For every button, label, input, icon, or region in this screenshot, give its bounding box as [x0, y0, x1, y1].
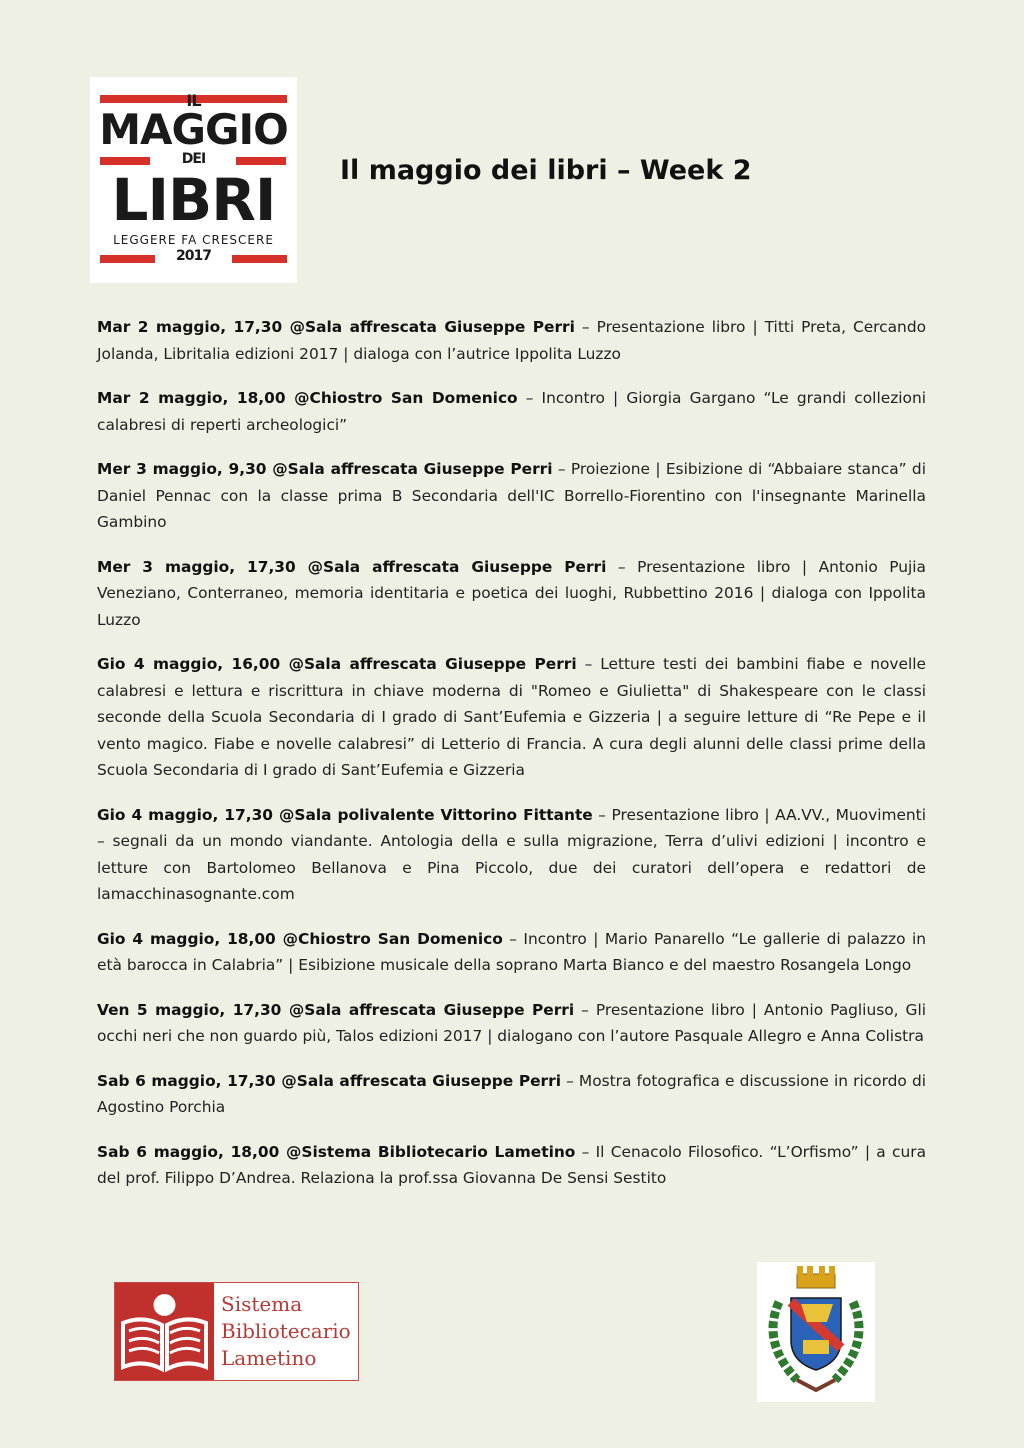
- event-body: – Letture testi dei bambini fiabe e novelle calabresi e lettura e riscrittura in chiave moderna di "Romeo e Giulietta" di Shakespeare con le classi seconde della Scuola Secondaria di I grado di Sant’Eufemia e Gizzeria | a seguire letture di “Re Pepe e il vento magico. Fiabe e novelle calabresi” di Letterio di Francia. A cura degli alunni delle classi prime della Scuola Secondaria di I grado di Sant’Eufemia e Gizzeria: [97, 655, 926, 779]
- page-title: Il maggio dei libri – Week 2: [340, 155, 752, 186]
- logo-dei: DEI: [181, 151, 206, 167]
- event-item: [97, 385, 926, 438]
- event-body: – Il Cenacolo Filosofico. “L’Orfismo” | a cura del prof. Filippo D’Andrea. Relaziona la prof.ssa Giovanna De Sensi Sestito: [97, 1142, 926, 1187]
- event-head: Sab 6 maggio, 18,00 @Sistema Bibliotecario Lametino: [97, 1142, 576, 1161]
- event-head: Mar 2 maggio, 17,30 @Sala affrescata Giuseppe Perri: [97, 318, 575, 336]
- crest-icon: [757, 1262, 875, 1402]
- event-item: [97, 1068, 926, 1121]
- logo-libri: LIBRI: [111, 166, 276, 234]
- event-head: Mar 2 maggio, 18,00 @Chiostro San Domenico: [97, 389, 518, 407]
- event-item: [97, 802, 926, 908]
- logo-il: IL: [186, 91, 201, 110]
- event-item: [97, 997, 926, 1050]
- logo-slogan: LEGGERE FA CRESCERE: [113, 233, 274, 247]
- event-head: Mer 3 maggio, 17,30 @Sala affrescata Giuseppe Perri: [97, 557, 607, 576]
- event-head: Mer 3 maggio, 9,30 @Sala affrescata Giuseppe Perri: [97, 460, 553, 478]
- sbl-logo-text: [221, 1291, 351, 1372]
- event-body: – Presentazione libro | Antonio Pagliuso, Gli occhi neri che non guardo più, Talos edizioni 2017 | dialogano con l’autore Pasquale Allegro e Anna Colistra: [97, 1000, 926, 1045]
- maggio-dei-libri-logo: [90, 77, 297, 283]
- events-list: [97, 314, 926, 1210]
- event-head: Gio 4 maggio, 18,00 @Chiostro San Domenico: [97, 929, 503, 948]
- open-book-icon: [115, 1283, 214, 1380]
- logo-year: 2017: [176, 248, 211, 264]
- sbl-line-3: Lametino: [221, 1346, 317, 1370]
- event-item: [97, 554, 926, 634]
- sbl-line-1: Sistema: [221, 1292, 303, 1316]
- sistema-bibliotecario-logo: [114, 1282, 359, 1381]
- event-body: – Incontro | Giorgia Gargano “Le grandi collezioni calabresi di reperti archeologici”: [97, 389, 926, 434]
- event-item: [97, 651, 926, 784]
- municipal-crest: [757, 1262, 875, 1402]
- event-body: – Incontro | Mario Panarello “Le gallerie di palazzo in età barocca in Calabria” | Esibizione musicale della soprano Marta Bianco e del maestro Rosangela Longo: [97, 929, 927, 974]
- event-body: – Presentazione libro | Antonio Pujia Veneziano, Conterraneo, memoria identitaria e poetica dei luoghi, Rubbettino 2016 | dialoga con Ippolita Luzzo: [97, 557, 926, 629]
- event-body: – Mostra fotografica e discussione in ricordo di Agostino Porchia: [97, 1071, 926, 1116]
- event-item: [97, 926, 926, 979]
- event-body: – Presentazione libro | AA.VV., Muovimenti – segnali da un mondo viandante. Antologia della e sulla migrazione, Terra d’ulivi edizioni | incontro e letture con Bartolomeo Bellanova e Pina Piccolo, due dei curatori dell’opera e redattori de lamacchinasognante.com: [97, 805, 926, 903]
- event-head: Sab 6 maggio, 17,30 @Sala affrescata Giuseppe Perri: [97, 1071, 561, 1090]
- event-item: [97, 314, 926, 367]
- logo-maggio: MAGGIO: [99, 105, 288, 154]
- event-body: – Proiezione | Esibizione di “Abbaiare stanca” di Daniel Pennac con la classe prima B Secondaria dell'IC Borrello-Fiorentino con l'insegnante Marinella Gambino: [97, 460, 926, 531]
- event-item: [97, 456, 926, 536]
- event-item: [97, 1139, 926, 1192]
- event-head: Ven 5 maggio, 17,30 @Sala affrescata Giuseppe Perri: [97, 1000, 575, 1019]
- event-head: Gio 4 maggio, 16,00 @Sala affrescata Giuseppe Perri: [97, 655, 577, 673]
- sbl-line-2: Bibliotecario: [221, 1319, 351, 1343]
- event-body: – Presentazione libro | Titti Preta, Cercando Jolanda, Libritalia edizioni 2017 | dialoga con l’autrice Ippolita Luzzo: [97, 318, 926, 363]
- event-head: Gio 4 maggio, 17,30 @Sala polivalente Vittorino Fittante: [97, 805, 593, 824]
